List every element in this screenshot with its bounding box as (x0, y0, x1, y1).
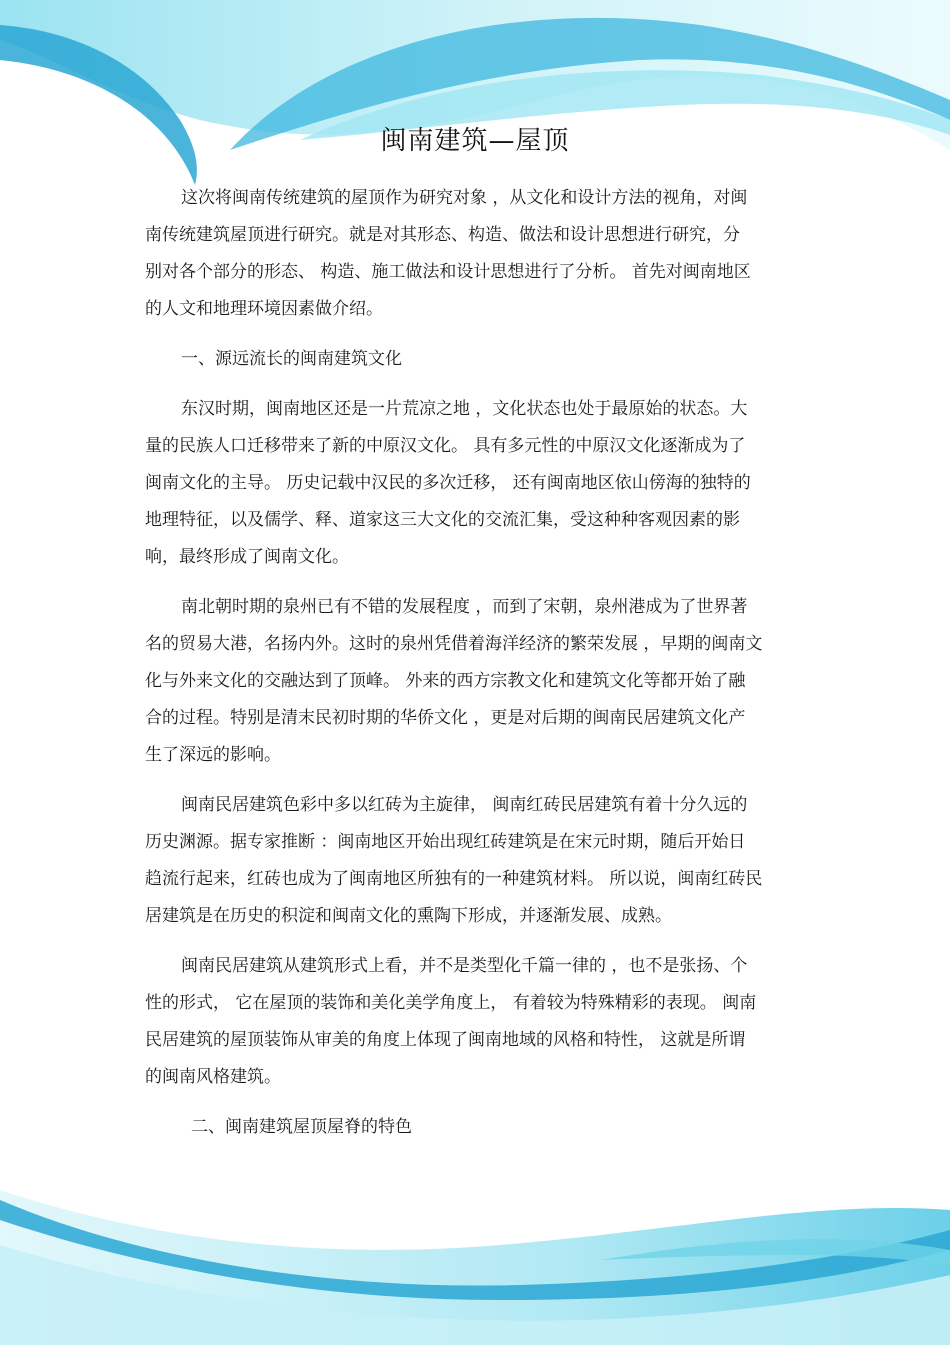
paragraph (145, 391, 813, 576)
paragraph-line: 闽南民居建筑从建筑形式上看，并不是类型化千篇一律的 ，也不是张扬、个 (181, 956, 748, 976)
document-title: 闽南建筑—屋顶 (380, 126, 570, 156)
paragraph-line: 的人文和地理环境因素做介绍。 (145, 299, 383, 319)
paragraph-line: 别对各个部分的形态、 构造、施工做法和设计思想进行了分析。 首先对闽南地区 (145, 262, 751, 282)
paragraph-line: 闽南文化的主导。 历史记载中汉民的多次迁移， 还有闽南地区依山傍海的独特的 (145, 473, 751, 493)
section-heading: 二、闽南建筑屋顶屋脊的特色 (191, 1117, 412, 1137)
paragraph (145, 787, 813, 935)
paragraph-line: 东汉时期，闽南地区还是一片荒凉之地 ，文化状态也处于最原始的状态。大 (181, 399, 748, 419)
paragraph (145, 589, 813, 774)
paragraph-line: 生了深远的影响。 (145, 745, 281, 765)
paragraph-line: 南传统建筑屋顶进行研究。就是对其形态、构造、做法和设计思想进行研究，分 (145, 225, 740, 245)
paragraph-line: 化与外来文化的交融达到了顶峰。 外来的西方宗教文化和建筑文化等都开始了融 (145, 671, 746, 691)
paragraph-line: 南北朝时期的泉州已有不错的发展程度 ，而到了宋朝，泉州港成为了世界著 (181, 597, 748, 617)
paragraph-line: 民居建筑的屋顶装饰从审美的角度上体现了闽南地域的风格和特性， 这就是所谓 (145, 1030, 746, 1050)
paragraph-line: 地理特征，以及儒学、释、道家这三大文化的交流汇集，受这种种客观因素的影 (145, 510, 740, 530)
paragraph-line: 量的民族人口迁移带来了新的中原汉文化。 具有多元性的中原汉文化逐渐成为了 (145, 436, 746, 456)
section-heading: 一、源远流长的闽南建筑文化 (181, 349, 402, 369)
paragraph (145, 948, 813, 1096)
paragraph-line: 这次将闽南传统建筑的屋顶作为研究对象 ，从文化和设计方法的视角，对闽 (181, 188, 748, 208)
paragraph-line: 性的形式， 它在屋顶的装饰和美化美学角度上， 有着较为特殊精彩的表现。 闽南 (145, 993, 757, 1013)
paragraph-line: 响，最终形成了闽南文化。 (145, 547, 349, 567)
paragraph-line: 名的贸易大港，名扬内外。这时的泉州凭借着海洋经济的繁荣发展 ，早期的闽南文 (145, 634, 763, 654)
paragraph-line: 趋流行起来，红砖也成为了闽南地区所独有的一种建筑材料。 所以说，闽南红砖民 (145, 869, 763, 889)
document-body (145, 180, 813, 1159)
paragraph-line: 历史渊源。据专家推断 ：闽南地区开始出现红砖建筑是在宋元时期，随后开始日 (145, 832, 746, 852)
paragraph-line: 合的过程。特别是清末民初时期的华侨文化 ，更是对后期的闽南民居建筑文化产 (145, 708, 746, 728)
bottom-wave-decoration (0, 1150, 950, 1345)
paragraph-line: 闽南民居建筑色彩中多以红砖为主旋律， 闽南红砖民居建筑有着十分久远的 (181, 795, 748, 815)
paragraph (145, 180, 813, 328)
paragraph-line: 的闽南风格建筑。 (145, 1067, 281, 1087)
paragraph-line: 居建筑是在历史的积淀和闽南文化的熏陶下形成，并逐渐发展、成熟。 (145, 906, 672, 926)
